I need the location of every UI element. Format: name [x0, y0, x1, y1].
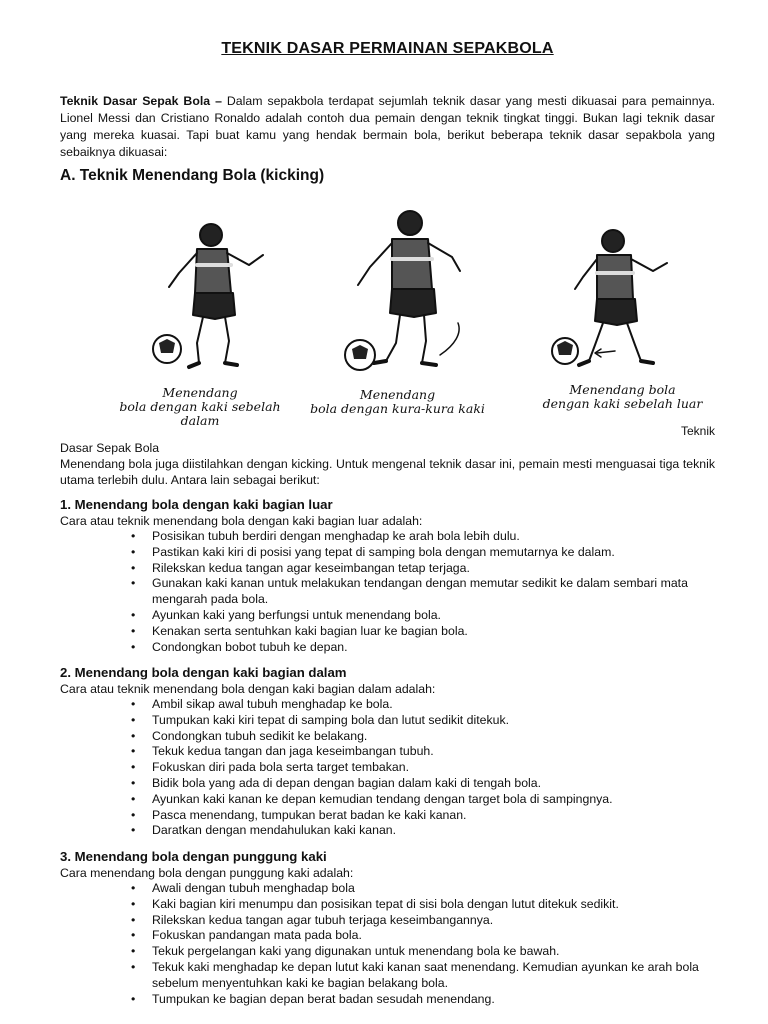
kicking-illustrations — [105, 200, 705, 435]
list-item: • Daratkan dengan mendahulukan kaki kanan. — [152, 823, 715, 839]
list-item: • Awali dengan tubuh menghadap bola — [152, 881, 715, 897]
list-item: • Pastikan kaki kiri di posisi yang tepat di samping bola dengan memutarnya ke dalam. — [152, 545, 715, 561]
section-3-lead: Cara menendang bola dengan punggung kaki adalah: — [60, 866, 354, 880]
list-item: • Ayunkan kaki yang berfungsi untuk menendang bola. — [152, 608, 715, 624]
list-item: • Ayunkan kaki kanan ke depan kemudian tendang dengan target bola di sampingnya. — [152, 792, 715, 808]
section-1-lead: Cara atau teknik menendang bola dengan kaki bagian luar adalah: — [60, 514, 423, 528]
figure-1-caption: Menendang bola dengan kaki sebelah dalam — [119, 385, 281, 428]
list-item: • Tekuk kaki menghadap ke depan lutut kaki kanan saat menendang. Kemudian ayunkan ke arah bola sebelum menyentuhkan kaki ke bagian belakang bola. — [152, 960, 715, 992]
intro-paragraph — [60, 93, 715, 161]
list-item: • Condongkan bobot tubuh ke depan. — [152, 640, 715, 656]
section-2-lead: Cara atau teknik menendang bola dengan kaki bagian dalam adalah: — [60, 682, 436, 696]
list-item: • Kenakan serta sentuhkan kaki bagian luar ke bagian bola. — [152, 624, 715, 640]
player-instep-kick-illustration — [330, 205, 480, 375]
list-item: • Fokuskan diri pada bola serta target tembakan. — [152, 760, 715, 776]
list-item: • Gunakan kaki kanan untuk melakukan tendangan dengan memutar sedikit ke dalam sembari mata mengarah pada bola. — [152, 576, 715, 608]
section-1-list — [60, 529, 715, 655]
intro-text: Dalam sepakbola terdapat sejumlah teknik dasar yang mesti dikuasai para pemainnya. Lionel Messi dan Cristiano Ronaldo adalah contoh dua pemain dengan teknik tingkat tinggi. Bukan lagi teknik dasar yang mereka kuasai. Tapi buat kamu yang hendak bermain bola, berikut beberapa teknik dasar sepakbola yang sebaiknya dikuasai: — [60, 94, 716, 159]
player-inside-kick-illustration — [145, 215, 285, 375]
after-figures-paragraph — [60, 440, 715, 488]
section-1-heading: 1. Menendang bola dengan kaki bagian luar — [60, 497, 333, 512]
list-item: • Condongkan tubuh sedikit ke belakang. — [152, 729, 715, 745]
figure-2-caption: Menendang bola dengan kura-kura kaki — [310, 387, 485, 416]
section-3-list — [60, 881, 715, 1007]
list-item: • Tekuk pergelangan kaki yang digunakan untuk menendang bola ke bawah. — [152, 944, 715, 960]
section-2-heading: 2. Menendang bola dengan kaki bagian dalam — [60, 665, 347, 680]
list-item: • Kaki bagian kiri menumpu dan posisikan tepat di sisi bola dengan lutut ditekuk sedikit. — [152, 897, 715, 913]
list-item: • Pasca menendang, tumpukan berat badan ke kaki kanan. — [152, 808, 715, 824]
list-item: • Bidik bola yang ada di depan dengan bagian dalam kaki di tengah bola. — [152, 776, 715, 792]
section-3-heading: 3. Menendang bola dengan punggung kaki — [60, 849, 327, 864]
list-item: • Rilekskan kedua tangan agar tubuh terjaga keseimbangannya. — [152, 913, 715, 929]
list-item: • Tumpukan ke bagian depan berat badan sesudah menendang. — [152, 992, 715, 1008]
list-item: • Tumpukan kaki kiri tepat di samping bola dan lutut sedikit ditekuk. — [152, 713, 715, 729]
section-2-list — [60, 697, 715, 839]
section-1 — [60, 497, 715, 655]
list-item: • Posisikan tubuh berdiri dengan menghadap ke arah bola lebih dulu. — [152, 529, 715, 545]
figure-label-right: Teknik — [680, 424, 715, 438]
section-2 — [60, 665, 715, 839]
section-3 — [60, 849, 715, 1007]
figure-3-caption: Menendang bola dengan kaki sebelah luar — [542, 382, 703, 411]
section-a-heading: A. Teknik Menendang Bola (kicking) — [60, 167, 325, 184]
figure-label-left: Dasar Sepak Bola — [60, 441, 160, 455]
intro-bold-lead: Teknik Dasar Sepak Bola – — [60, 94, 222, 108]
list-item: • Rilekskan kedua tangan agar keseimbangan tetap terjaga. — [152, 561, 715, 577]
document-title: TEKNIK DASAR PERMAINAN SEPAKBOLA — [221, 40, 554, 57]
list-item: • Fokuskan pandangan mata pada bola. — [152, 928, 715, 944]
kicking-intro-text: Menendang bola juga diistilahkan dengan kicking. Untuk mengenal teknik dasar ini, pemain mesti menguasai tiga teknik utama terlebih dulu. Antara lain sebagai berikut: — [60, 457, 715, 487]
list-item: • Tekuk kedua tangan dan jaga keseimbangan tubuh. — [152, 744, 715, 760]
list-item: • Ambil sikap awal tubuh menghadap ke bola. — [152, 697, 715, 713]
player-outside-kick-illustration — [545, 225, 685, 375]
